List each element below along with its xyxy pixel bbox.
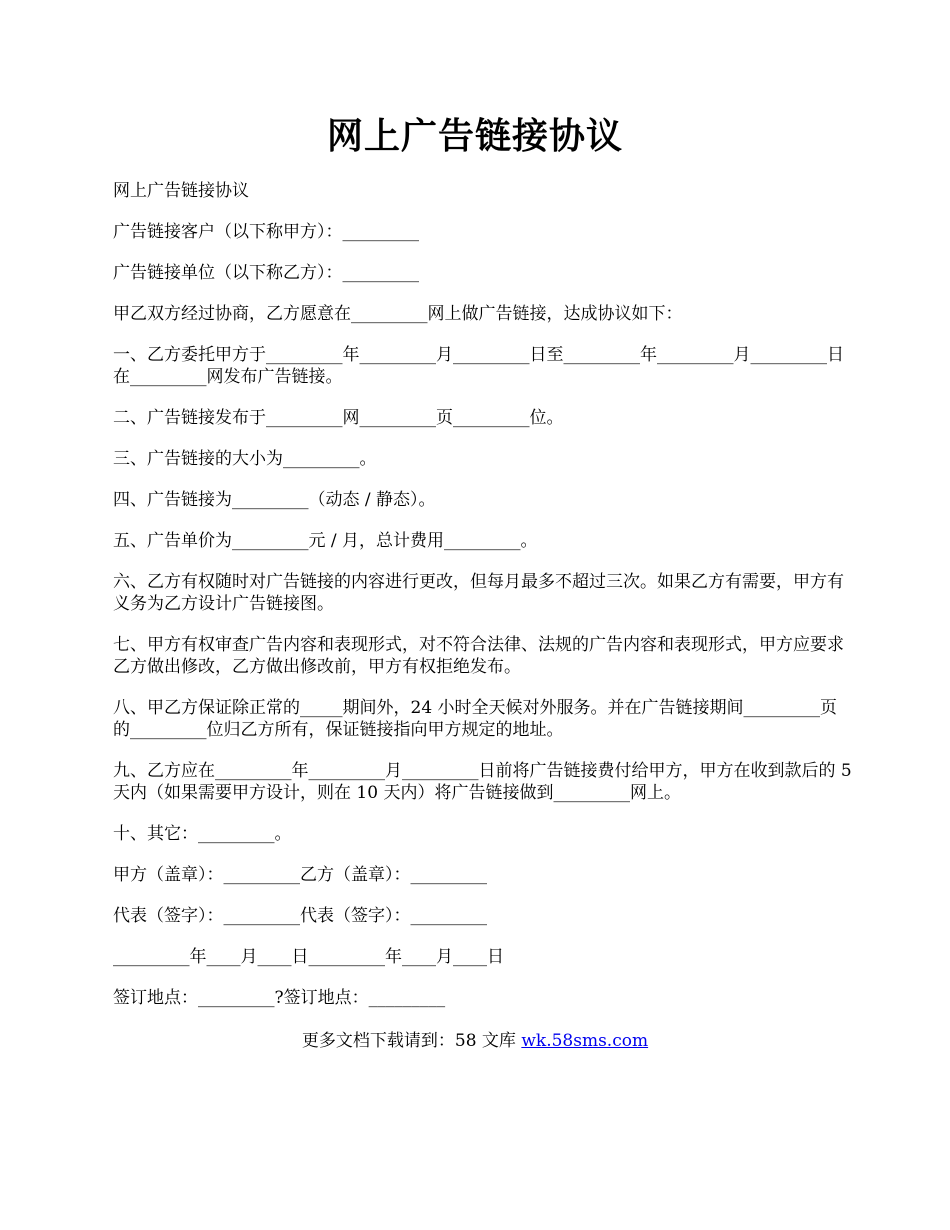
paragraph-signing-place: 签订地点：_________?签订地点：_________ (113, 988, 446, 1008)
paragraph-clause-7: 七、甲方有权审查广告内容和表现形式，对不符合法律、法规的广告内容和表现形式，甲方应要求乙方做出修改，乙方做出修改前，甲方有权拒绝发布。 (113, 635, 844, 677)
paragraph-seals: 甲方（盖章）：_________乙方（盖章）：_________ (113, 865, 487, 885)
paragraph-dates: _________年____月____日_________年____月____日 (113, 947, 504, 967)
paragraph-clause-6: 六、乙方有权随时对广告链接的内容进行更改，但每月最多不超过三次。如果乙方有需要，甲方有义务为乙方设计广告链接图。 (113, 572, 844, 614)
document-body (113, 180, 858, 1028)
paragraph-clause-1: 一、乙方委托甲方于_________年_________月_________日至_________年_________月_________日在_________网发布广告链接。 (113, 345, 844, 387)
paragraph-heading: 网上广告链接协议 (113, 181, 249, 201)
footer-link[interactable]: wk.58sms.com (521, 1031, 649, 1051)
footer-text: 更多文档下载请到：58 文库 (301, 1031, 522, 1051)
paragraph-preamble: 甲乙双方经过协商，乙方愿意在_________网上做广告链接，达成协议如下： (113, 304, 683, 324)
paragraph-clause-5: 五、广告单价为_________元 / 月，总计费用_________。 (113, 531, 538, 551)
paragraph-signatures: 代表（签字）：_________代表（签字）：_________ (113, 906, 487, 926)
paragraph-clause-4: 四、广告链接为_________（动态 / 静态）。 (113, 490, 436, 510)
paragraph-party-b: 广告链接单位（以下称乙方）：_________ (113, 263, 419, 283)
paragraph-clause-3: 三、广告链接的大小为_________。 (113, 449, 377, 469)
paragraph-clause-9: 九、乙方应在_________年_________月_________日前将广告链接费付给甲方，甲方在收到款后的 5 天内（如果需要甲方设计，则在 10 天内）将广告链接做到_________网上。 (113, 761, 858, 803)
paragraph-clause-8: 八、甲乙方保证除正常的_____期间外，24 小时全天候对外服务。并在广告链接期间_________页的_________位归乙方所有，保证链接指向甲方规定的地址。 (113, 698, 838, 740)
document-title: 网上广告链接协议 (326, 115, 623, 157)
paragraph-clause-10: 十、其它：_________。 (113, 824, 292, 844)
paragraph-party-a: 广告链接客户（以下称甲方）：_________ (113, 222, 419, 242)
page-footer (0, 1030, 950, 1052)
paragraph-clause-2: 二、广告链接发布于_________网_________页_________位。 (113, 408, 564, 428)
